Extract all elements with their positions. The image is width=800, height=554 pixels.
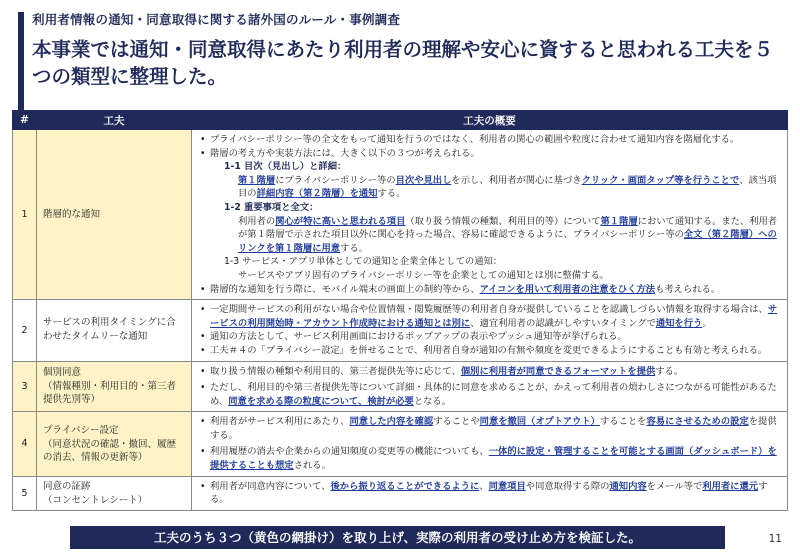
measure-name — [37, 361, 192, 412]
measure-summary — [192, 412, 788, 476]
measure-name — [37, 412, 192, 476]
table-header-row — [13, 111, 788, 130]
sub-detail: 利用者の関心が特に高いと思われる項目（取り扱う情報の種類、利用目的等）について第１階層において通知する。また、利用者が第１階層で示された項目以外に関心を持った場合、容易に確認できるように、プライバシーポリシー等の全文（第２階層）へのリンクを第１階層に用意する。 — [238, 215, 778, 254]
row-number: 2 — [13, 300, 37, 361]
measure-summary — [192, 130, 788, 300]
summary-bullet: • 工夫＃４の「プライバシー設定」を併せることで、利用者自身が通知の有無や頻度を変更できるようにすることも有効と考えられる。 — [200, 344, 781, 358]
table-row — [13, 130, 788, 300]
measure-summary — [192, 476, 788, 510]
measure-summary — [192, 300, 788, 361]
page-title: 本事業では通知・同意取得にあたり利用者の理解や安心に資すると思われる工夫を５つの類型に整理した。 — [32, 38, 774, 88]
sub-heading: 1-3 サービス・アプリ単体としての通知と企業全体としての通知： — [224, 256, 503, 268]
column-header-measure: 工夫 — [37, 111, 192, 130]
measure-name-text: 個別同意 — [43, 367, 82, 379]
summary-bullet: • 利用履歴の消去や企業からの通知頻度の変更等の機能についても、一体的に設定・管理することを可能とする画面（ダッシュボード）を提供することも想定される。 — [200, 445, 781, 472]
measure-name-text: 階層的な通知 — [43, 208, 101, 220]
sub-heading: 1-2 重要事項と全文： — [224, 201, 319, 213]
measure-name-text: 同意の証跡 — [43, 480, 91, 492]
sub-detail: 第１階層にプライバシーポリシー等の目次や見出しを示し、利用者が関心に基づきクリック・画面タップ等を行うことで、該当項目の詳細内容（第２階層）を通知する。 — [238, 174, 777, 200]
summary-bullet: • ただし、利用目的や第三者提供先等について詳細・具体的に同意を求めることが、かえって利用者の煩わしさにつながる可能性があるため、同意を求める際の粒度について、検討が必要となる。 — [200, 381, 781, 408]
measure-name-sub: （同意状況の確認・撤回、履歴の消去、情報の更新等） — [43, 438, 177, 463]
row-number: 1 — [13, 130, 37, 300]
summary-bullet: • 利用者が同意内容について、後から振り返ることができるように、同意項目や同意取得する際の通知内容をメール等で利用者に還元する。 — [200, 480, 781, 507]
page-number: 11 — [768, 533, 782, 545]
column-header-summary: 工夫の概要 — [192, 111, 788, 130]
measure-name — [37, 476, 192, 510]
summary-bullet: • 利用者がサービス利用にあたり、同意した内容を確認することや同意を撤回（オプトアウト）することを容易にさせるための設定を提供する。 — [200, 415, 781, 442]
measure-name — [37, 130, 192, 300]
table-row — [13, 361, 788, 412]
measures-table — [12, 110, 788, 511]
measure-name-text: プライバシー設定 — [43, 424, 119, 436]
summary-bullet: • 一定期間サービスの利用がない場合や位置情報・閲覧履歴等の利用者自身が提供していることを認識しづらい情報を取得する場合は、サービスの利用開始時・アカウント作成時における通知とは別に、適宜利用者の認識がしやすいタイミングで通知を行う。 — [200, 303, 781, 330]
conclusion-banner: 工夫のうち３つ（黄色の網掛け）を取り上げ、実際の利用者の受け止め方を検証した。 — [70, 526, 725, 549]
row-number: 5 — [13, 476, 37, 510]
summary-bullet: • 取り扱う情報の種類や利用目的、第三者提供先等に応じて、個別に利用者が同意できるフォーマットを提供する。 — [200, 365, 781, 379]
summary-bullet: • 階層の考え方や実装方法には、大きく以下の３つが考えられる。 — [200, 147, 781, 161]
row-number: 4 — [13, 412, 37, 476]
measure-name — [37, 300, 192, 361]
column-header-num: # — [13, 111, 37, 130]
sub-heading: 1-1 目次（見出し）と詳細： — [224, 161, 347, 173]
measure-name-text: サービスの利用タイミングに合わせたタイムリーな通知 — [43, 317, 176, 343]
summary-bullet: • 階層的な通知を行う際に、モバイル端末の画面上の制約等から、アイコンを用いて利用者の注意をひく方法も考えられる。 — [200, 283, 781, 297]
summary-bullet: • プライバシーポリシー等の全文をもって通知を行うのではなく、利用者の関心の範囲や粒度に合わせて通知内容を階層化する。 — [200, 133, 781, 147]
measure-name-sub: （コンセントレシート） — [43, 494, 148, 506]
measure-summary — [192, 361, 788, 412]
measure-name-sub: （情報種別・利用目的・第三者提供先別等） — [43, 381, 177, 406]
table-row — [13, 300, 788, 361]
page-subtitle: 利用者情報の通知・同意取得に関する諸外国のルール・事例調査 — [32, 12, 401, 27]
summary-bullet: • 通知の方法として、サービス利用画面におけるポップアップの表示やプッシュ通知等が挙げられる。 — [200, 330, 781, 344]
table-row — [13, 476, 788, 510]
table-row — [13, 412, 788, 476]
sub-detail: サービスやアプリ固有のプライバシーポリシー等を企業としての通知とは別に整備する。 — [238, 269, 610, 281]
header-accent-bar — [18, 12, 24, 110]
row-number: 3 — [13, 361, 37, 412]
